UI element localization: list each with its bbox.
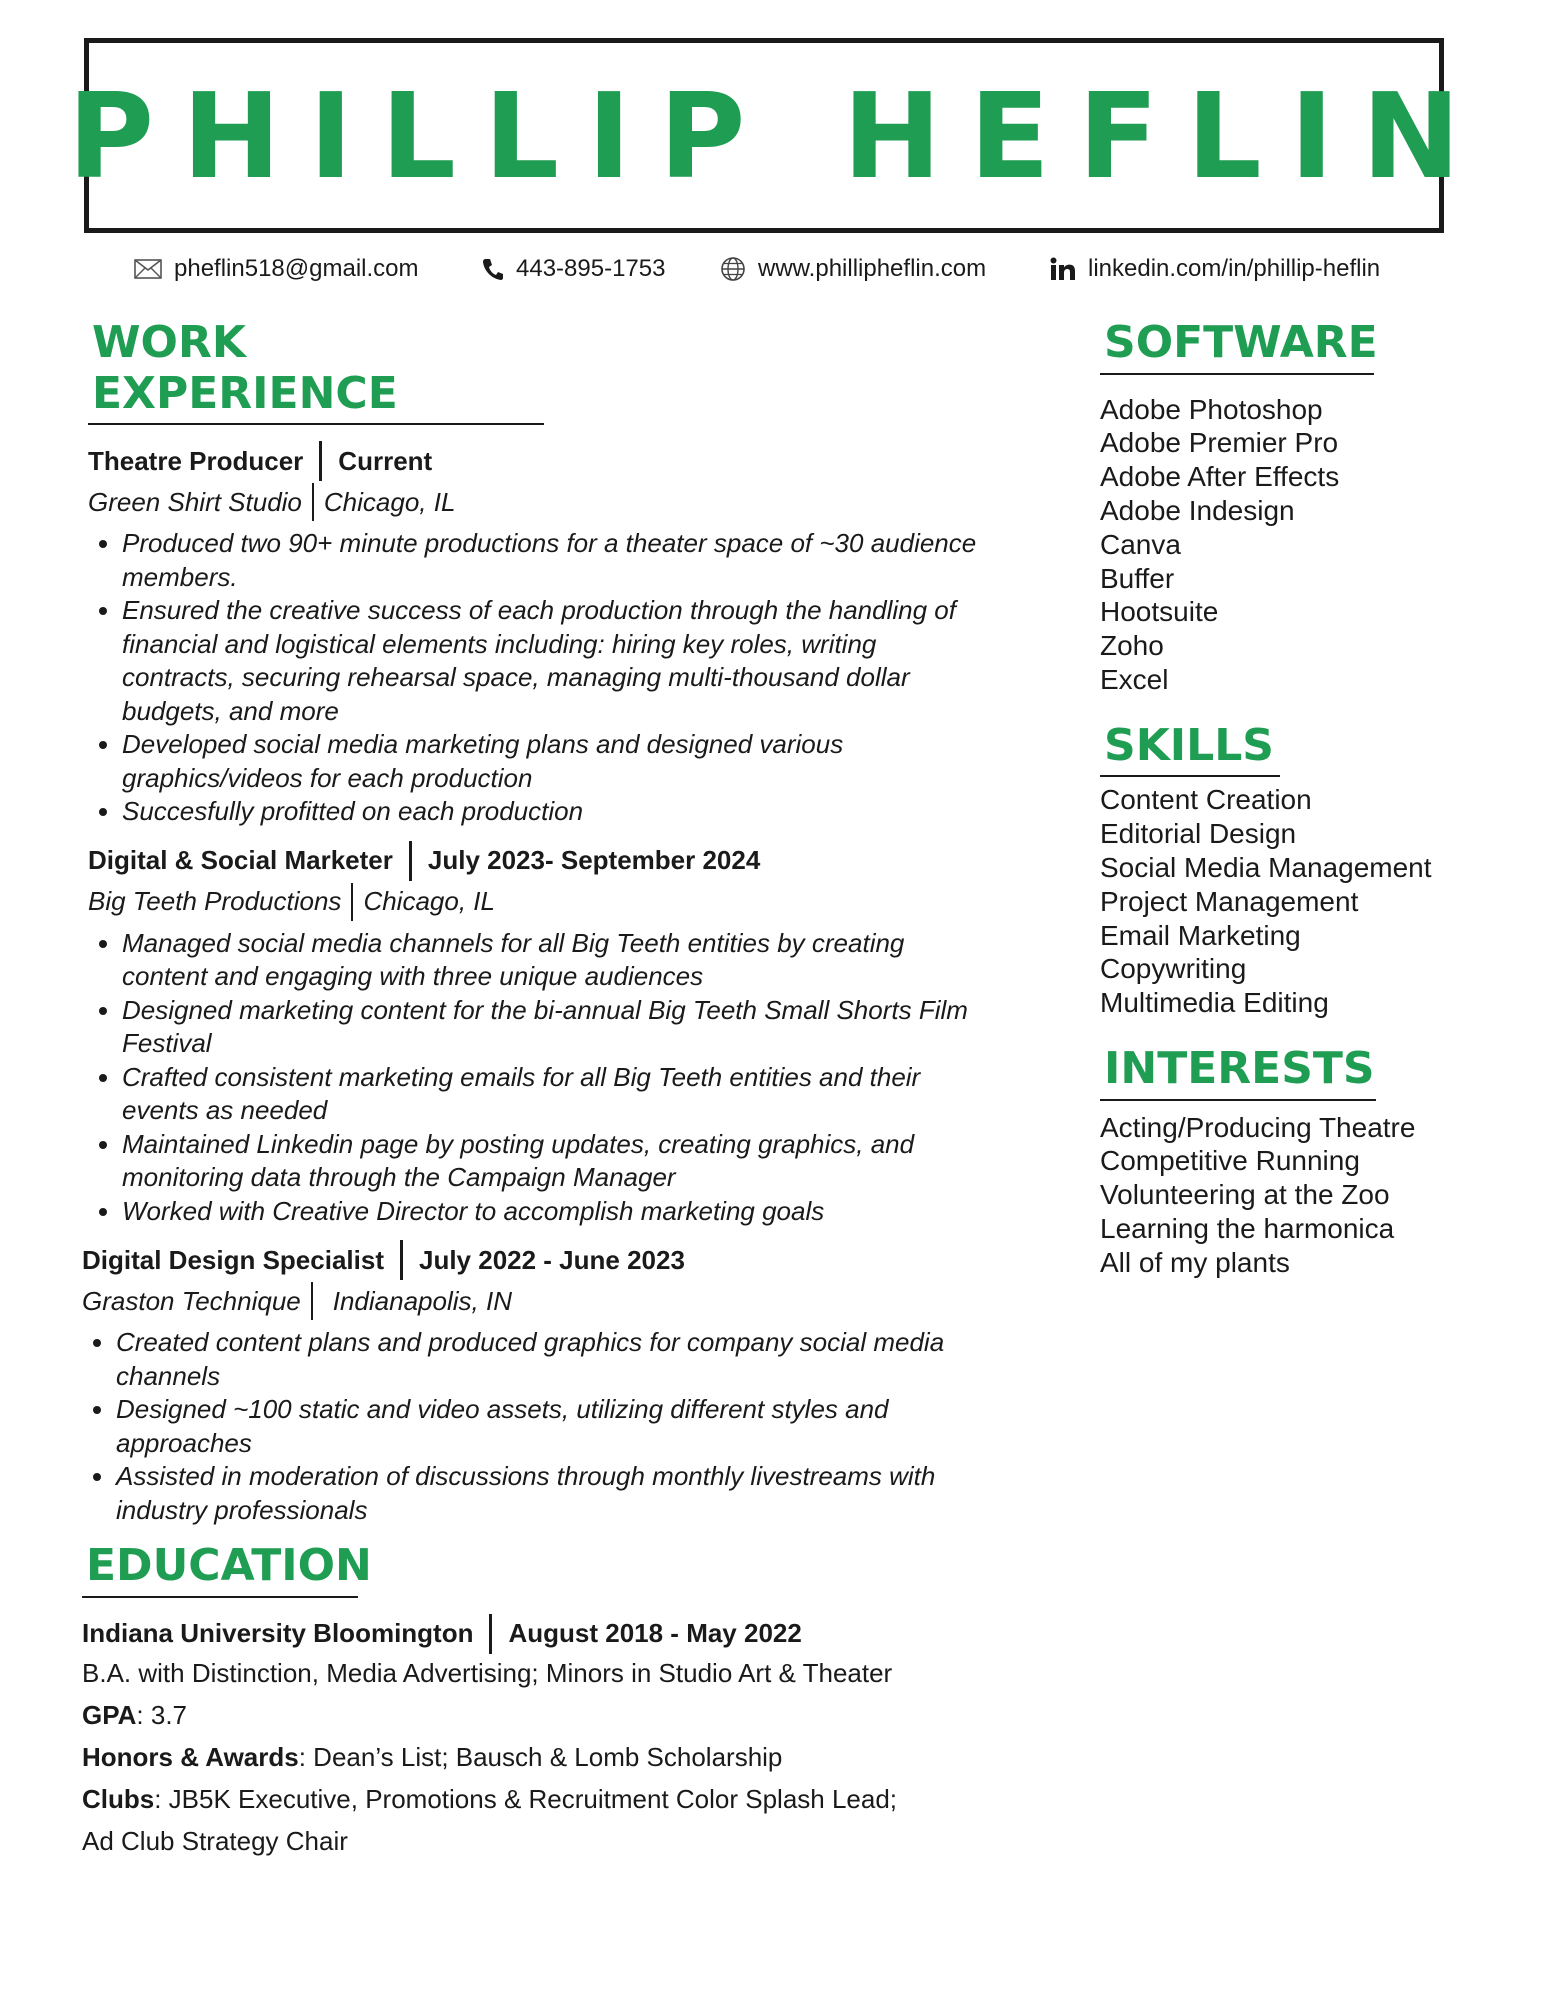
list-item: Hootsuite — [1100, 596, 1219, 628]
honors-label: Honors & Awards — [82, 1741, 299, 1772]
job-header — [88, 443, 988, 479]
gpa-label: GPA — [82, 1699, 137, 1730]
list-item: Adobe Premier Pro — [1100, 427, 1339, 459]
linkedin-text: linkedin.com/in/phillip-heflin — [1088, 255, 1381, 282]
job-bullets — [88, 527, 988, 829]
clubs-value: : JB5K Executive, Promotions & Recruitment Color Splash Lead; — [154, 1783, 898, 1814]
job-digital-social-marketer — [88, 843, 988, 1229]
list-item: Multimedia Editing — [1100, 987, 1329, 1019]
job-role: Theatre Producer — [88, 445, 304, 476]
list-item: Competitive Running — [1100, 1145, 1360, 1177]
divider — [312, 483, 314, 521]
honors-value: : Dean’s List; Bausch & Lomb Scholarship — [298, 1741, 783, 1772]
list-item: Editorial Design — [1100, 818, 1297, 850]
job-role: Digital Design Specialist — [82, 1244, 384, 1275]
contact-website[interactable] — [720, 255, 986, 283]
clubs-line-2: Ad Club Strategy Chair — [82, 1825, 348, 1856]
list-item: Canva — [1100, 528, 1181, 560]
list-item: • Developed social media marketing plans and designed various graphics/videos for each production — [122, 728, 988, 795]
school-name: Indiana University Bloomington — [82, 1618, 474, 1649]
contact-phone[interactable] — [482, 255, 665, 283]
list-item: • Created content plans and produced graphics for company social media channels — [116, 1326, 988, 1393]
gpa-value: : 3.7 — [136, 1699, 188, 1730]
globe-icon — [720, 256, 746, 282]
job-bullets — [88, 927, 988, 1229]
envelope-icon — [134, 259, 162, 279]
list-item: Excel — [1100, 663, 1169, 695]
list-item: • Designed ~100 static and video assets, utilizing different styles and approaches — [116, 1393, 988, 1460]
clubs-line — [82, 1778, 988, 1820]
list-item: Learning the harmonica — [1100, 1212, 1395, 1244]
list-item: Copywriting — [1100, 953, 1247, 985]
job-company-line — [88, 883, 988, 921]
job-company-line — [82, 1282, 988, 1320]
list-item: Acting/Producing Theatre — [1100, 1111, 1416, 1143]
job-location: Chicago, IL — [323, 486, 456, 517]
honors-line — [82, 1736, 988, 1778]
name-header-box — [67, 38, 1489, 233]
list-item: Buffer — [1100, 562, 1175, 594]
education-heading: EDUCATION — [82, 1541, 358, 1598]
phone-text: 443-895-1753 — [516, 255, 666, 282]
list-item: Project Management — [1100, 885, 1359, 917]
divider — [489, 1614, 492, 1654]
list-item: • Worked with Creative Director to accomplish marketing goals — [122, 1195, 988, 1229]
job-bullets — [82, 1326, 988, 1527]
full-name: PHILLIP HEFLIN — [67, 66, 1489, 205]
education-dates: August 2018 - May 2022 — [508, 1618, 802, 1649]
right-column — [1100, 318, 1530, 1304]
degree-text: B.A. with Distinction, Media Advertising; Minors in Studio Art & Theater — [82, 1657, 893, 1688]
job-role: Digital & Social Marketer — [88, 845, 393, 876]
education-section — [82, 1541, 988, 1862]
divider — [409, 841, 412, 881]
clubs-label: Clubs — [82, 1783, 155, 1814]
job-location: Chicago, IL — [363, 886, 495, 917]
phone-icon — [482, 257, 504, 281]
contact-row — [0, 255, 1545, 289]
list-item: • Succesfully profitted on each production — [122, 795, 988, 829]
website-text: www.phillipheflin.com — [758, 255, 987, 282]
linkedin-icon — [1050, 257, 1076, 281]
email-text: pheflin518@gmail.com — [174, 255, 419, 282]
list-item: • Maintained Linkedin page by posting updates, creating graphics, and monitoring data through the Campaign Manager — [122, 1128, 988, 1195]
list-item: • Crafted consistent marketing emails for all Big Teeth entities and their events as needed — [122, 1061, 988, 1128]
gpa-line — [82, 1694, 988, 1736]
job-dates: Current — [338, 445, 433, 476]
job-company: Green Shirt Studio — [88, 486, 302, 517]
skills-heading: SKILLS — [1100, 721, 1280, 778]
contact-email[interactable] — [134, 255, 419, 283]
divider — [311, 1282, 313, 1320]
list-item: • Ensured the creative success of each production through the handling of financial and logistical elements including: hiring key roles, writing contracts, securing rehearsal space, managing multi-thousand dollar budgets, and more — [122, 594, 988, 728]
list-item: Adobe Indesign — [1100, 494, 1295, 526]
job-dates: July 2022 - June 2023 — [418, 1244, 685, 1275]
work-experience-heading: WORK EXPERIENCE — [88, 318, 544, 425]
software-heading: SOFTWARE — [1100, 318, 1374, 375]
list-item: Content Creation — [1100, 784, 1312, 816]
list-item: Email Marketing — [1100, 919, 1301, 951]
list-item: All of my plants — [1100, 1246, 1290, 1278]
job-location: Indianapolis, IN — [332, 1285, 512, 1316]
interests-heading: INTERESTS — [1100, 1044, 1376, 1101]
job-digital-design-specialist — [82, 1242, 988, 1527]
job-header — [82, 1242, 988, 1278]
list-item: • Designed marketing content for the bi-annual Big Teeth Small Shorts Film Festival — [122, 994, 988, 1061]
left-column — [82, 317, 988, 1862]
list-item: Adobe Photoshop — [1100, 393, 1323, 425]
list-item: • Assisted in moderation of discussions through monthly livestreams with industry professionals — [116, 1460, 988, 1527]
job-dates: July 2023- September 2024 — [427, 845, 761, 876]
list-item: Adobe After Effects — [1100, 461, 1340, 493]
job-company: Graston Technique — [82, 1285, 301, 1316]
job-company-line — [88, 483, 988, 521]
interests-list — [1100, 1111, 1530, 1280]
divider — [319, 441, 322, 481]
divider — [400, 1240, 403, 1280]
divider — [351, 883, 353, 921]
software-list — [1100, 393, 1530, 697]
list-item: • Produced two 90+ minute productions for a theater space of ~30 audience members. — [122, 527, 988, 594]
job-company: Big Teeth Productions — [88, 886, 342, 917]
contact-linkedin[interactable] — [1050, 255, 1380, 283]
job-header — [88, 843, 988, 879]
list-item: Volunteering at the Zoo — [1100, 1179, 1390, 1211]
list-item: Social Media Management — [1100, 851, 1432, 883]
skills-list — [1100, 783, 1530, 1020]
list-item: Zoho — [1100, 630, 1164, 662]
job-theatre-producer — [88, 443, 988, 829]
education-header — [82, 1616, 988, 1652]
list-item: • Managed social media channels for all Big Teeth entities by creating content and engaging with three unique audiences — [122, 927, 988, 994]
